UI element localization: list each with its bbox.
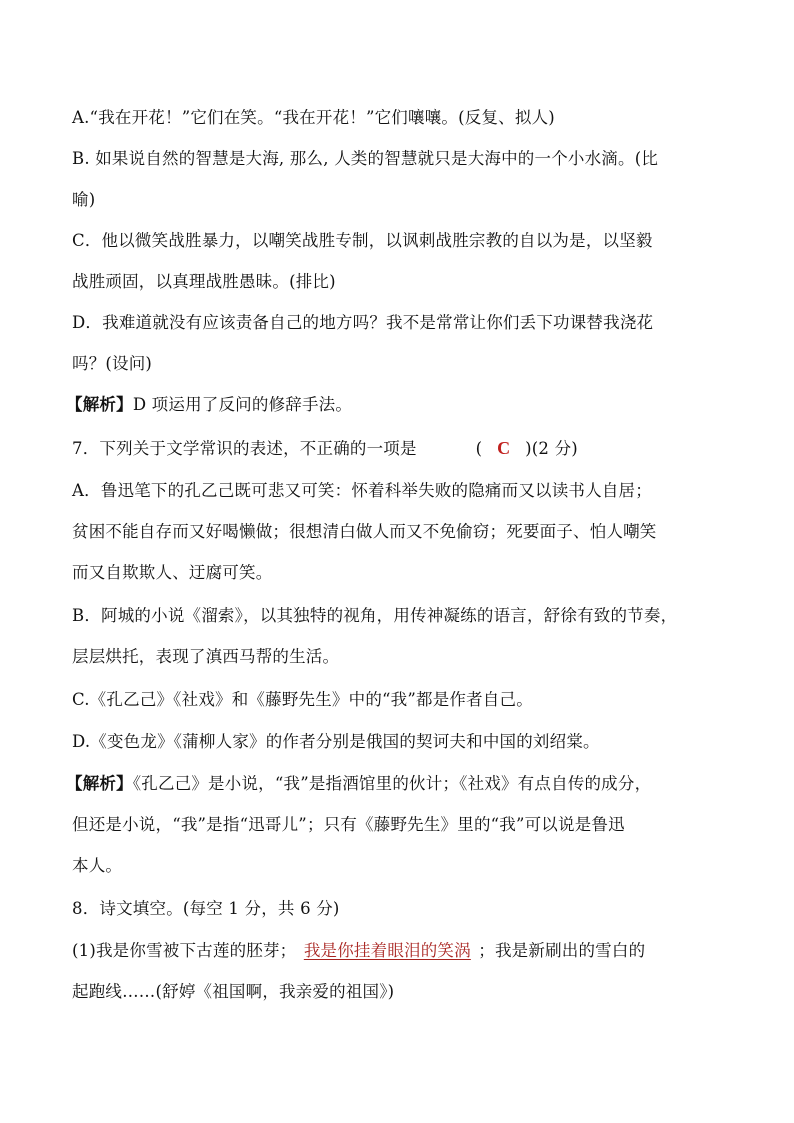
option-b-line-cont xyxy=(72,189,732,211)
option-b-text: B. 如果说自然的智慧是大海, 那么, 人类的智慧就只是大海中的一个小水滴。(比 xyxy=(72,149,659,168)
question-7-text: 7．下列关于文学常识的表述，不正确的一项是 xyxy=(72,439,417,458)
analysis-7-tag: 【解析】 xyxy=(66,774,133,793)
option-a-line xyxy=(72,107,732,129)
q7-option-a-line xyxy=(72,480,732,502)
analysis-6-line xyxy=(66,394,726,416)
q7-option-a-text: A．鲁迅笔下的孔乙己既可悲又可笑：怀着科举失败的隐痛而又以读书人自居； xyxy=(72,481,652,500)
analysis-6-text: D 项运用了反问的修辞手法。 xyxy=(132,395,353,414)
q8-item-1-prefix: (1)我是你雪被下古莲的胚芽； xyxy=(72,941,297,960)
question-8-line xyxy=(72,898,732,920)
option-b-text-cont: 喻) xyxy=(72,190,96,209)
question-7-line xyxy=(72,437,732,460)
option-c-text-cont: 战胜顽固，以真理战胜愚昧。(排比) xyxy=(72,272,336,291)
q7-option-a-text-3: 而又自欺欺人、迂腐可笑。 xyxy=(72,563,273,582)
question-7-score: )(2 分) xyxy=(525,439,578,458)
q7-option-c-line xyxy=(72,689,732,711)
analysis-7-line xyxy=(66,773,726,795)
option-d-line-cont xyxy=(72,353,732,375)
q7-option-b-text: B．阿城的小说《溜索》，以其独特的视角，用传神凝练的语言，舒徐有致的节奏， xyxy=(72,606,678,625)
q7-option-a-text-2: 贫困不能自存而又好喝懒做；很想清白做人而又不免偷窃；死要面子、怕人嘲笑 xyxy=(72,522,657,541)
question-7-answer: C xyxy=(497,438,511,458)
question-8-text: 8．诗文填空。(每空 1 分，共 6 分) xyxy=(72,899,340,918)
option-c-line xyxy=(72,230,732,252)
q8-item-1-text-2: 起跑线……(舒婷《祖国啊，我亲爱的祖国》) xyxy=(72,982,395,1001)
q7-option-d-line xyxy=(72,731,732,753)
q8-item-1-answer: 我是你挂着眼泪的笑涡 xyxy=(303,941,471,960)
analysis-7-line-3 xyxy=(72,855,732,877)
option-c-text: C．他以微笑战胜暴力，以嘲笑战胜专制，以讽刺战胜宗教的自以为是，以坚毅 xyxy=(72,231,653,250)
q8-item-1-line-2 xyxy=(72,981,732,1003)
option-a-text: A.“我在开花！”它们在笑。“我在开花！”它们嚷嚷。(反复、拟人) xyxy=(72,108,555,127)
q7-option-b-line-2 xyxy=(72,646,732,668)
q8-item-1-line xyxy=(72,940,732,962)
option-c-line-cont xyxy=(72,271,732,293)
q8-item-1-suffix: ；我是新刷出的雪白的 xyxy=(478,941,646,960)
option-d-text: D．我难道就没有应该责备自己的地方吗？我不是常常让你们丢下功课替我浇花 xyxy=(72,313,654,332)
q7-option-a-line-3 xyxy=(72,562,732,584)
option-b-line xyxy=(72,148,732,170)
option-d-text-cont: 吗？(设问) xyxy=(72,354,153,373)
analysis-7-text-3: 本人。 xyxy=(72,856,123,875)
option-d-line xyxy=(72,312,732,334)
q7-option-b-text-2: 层层烘托，表现了滇西马帮的生活。 xyxy=(72,647,340,666)
q7-option-d-text: D.《变色龙》《蒲柳人家》的作者分别是俄国的契诃夫和中国的刘绍棠。 xyxy=(72,732,600,751)
answer-open-paren: ( xyxy=(475,439,483,458)
q7-option-c-text: C.《孔乙己》《社戏》和《藤野先生》中的“我”都是作者自己。 xyxy=(72,690,533,709)
analysis-7-text: 《孔乙己》是小说，“我”是指酒馆里的伙计；《社戏》有点自传的成分， xyxy=(132,774,652,793)
analysis-7-line-2 xyxy=(72,814,732,836)
analysis-7-text-2: 但还是小说，“我”是指“迅哥儿”；只有《藤野先生》里的“我”可以说是鲁迅 xyxy=(72,815,625,834)
q7-option-b-line xyxy=(72,605,732,627)
analysis-tag: 【解析】 xyxy=(66,395,133,414)
q7-option-a-line-2 xyxy=(72,521,732,543)
